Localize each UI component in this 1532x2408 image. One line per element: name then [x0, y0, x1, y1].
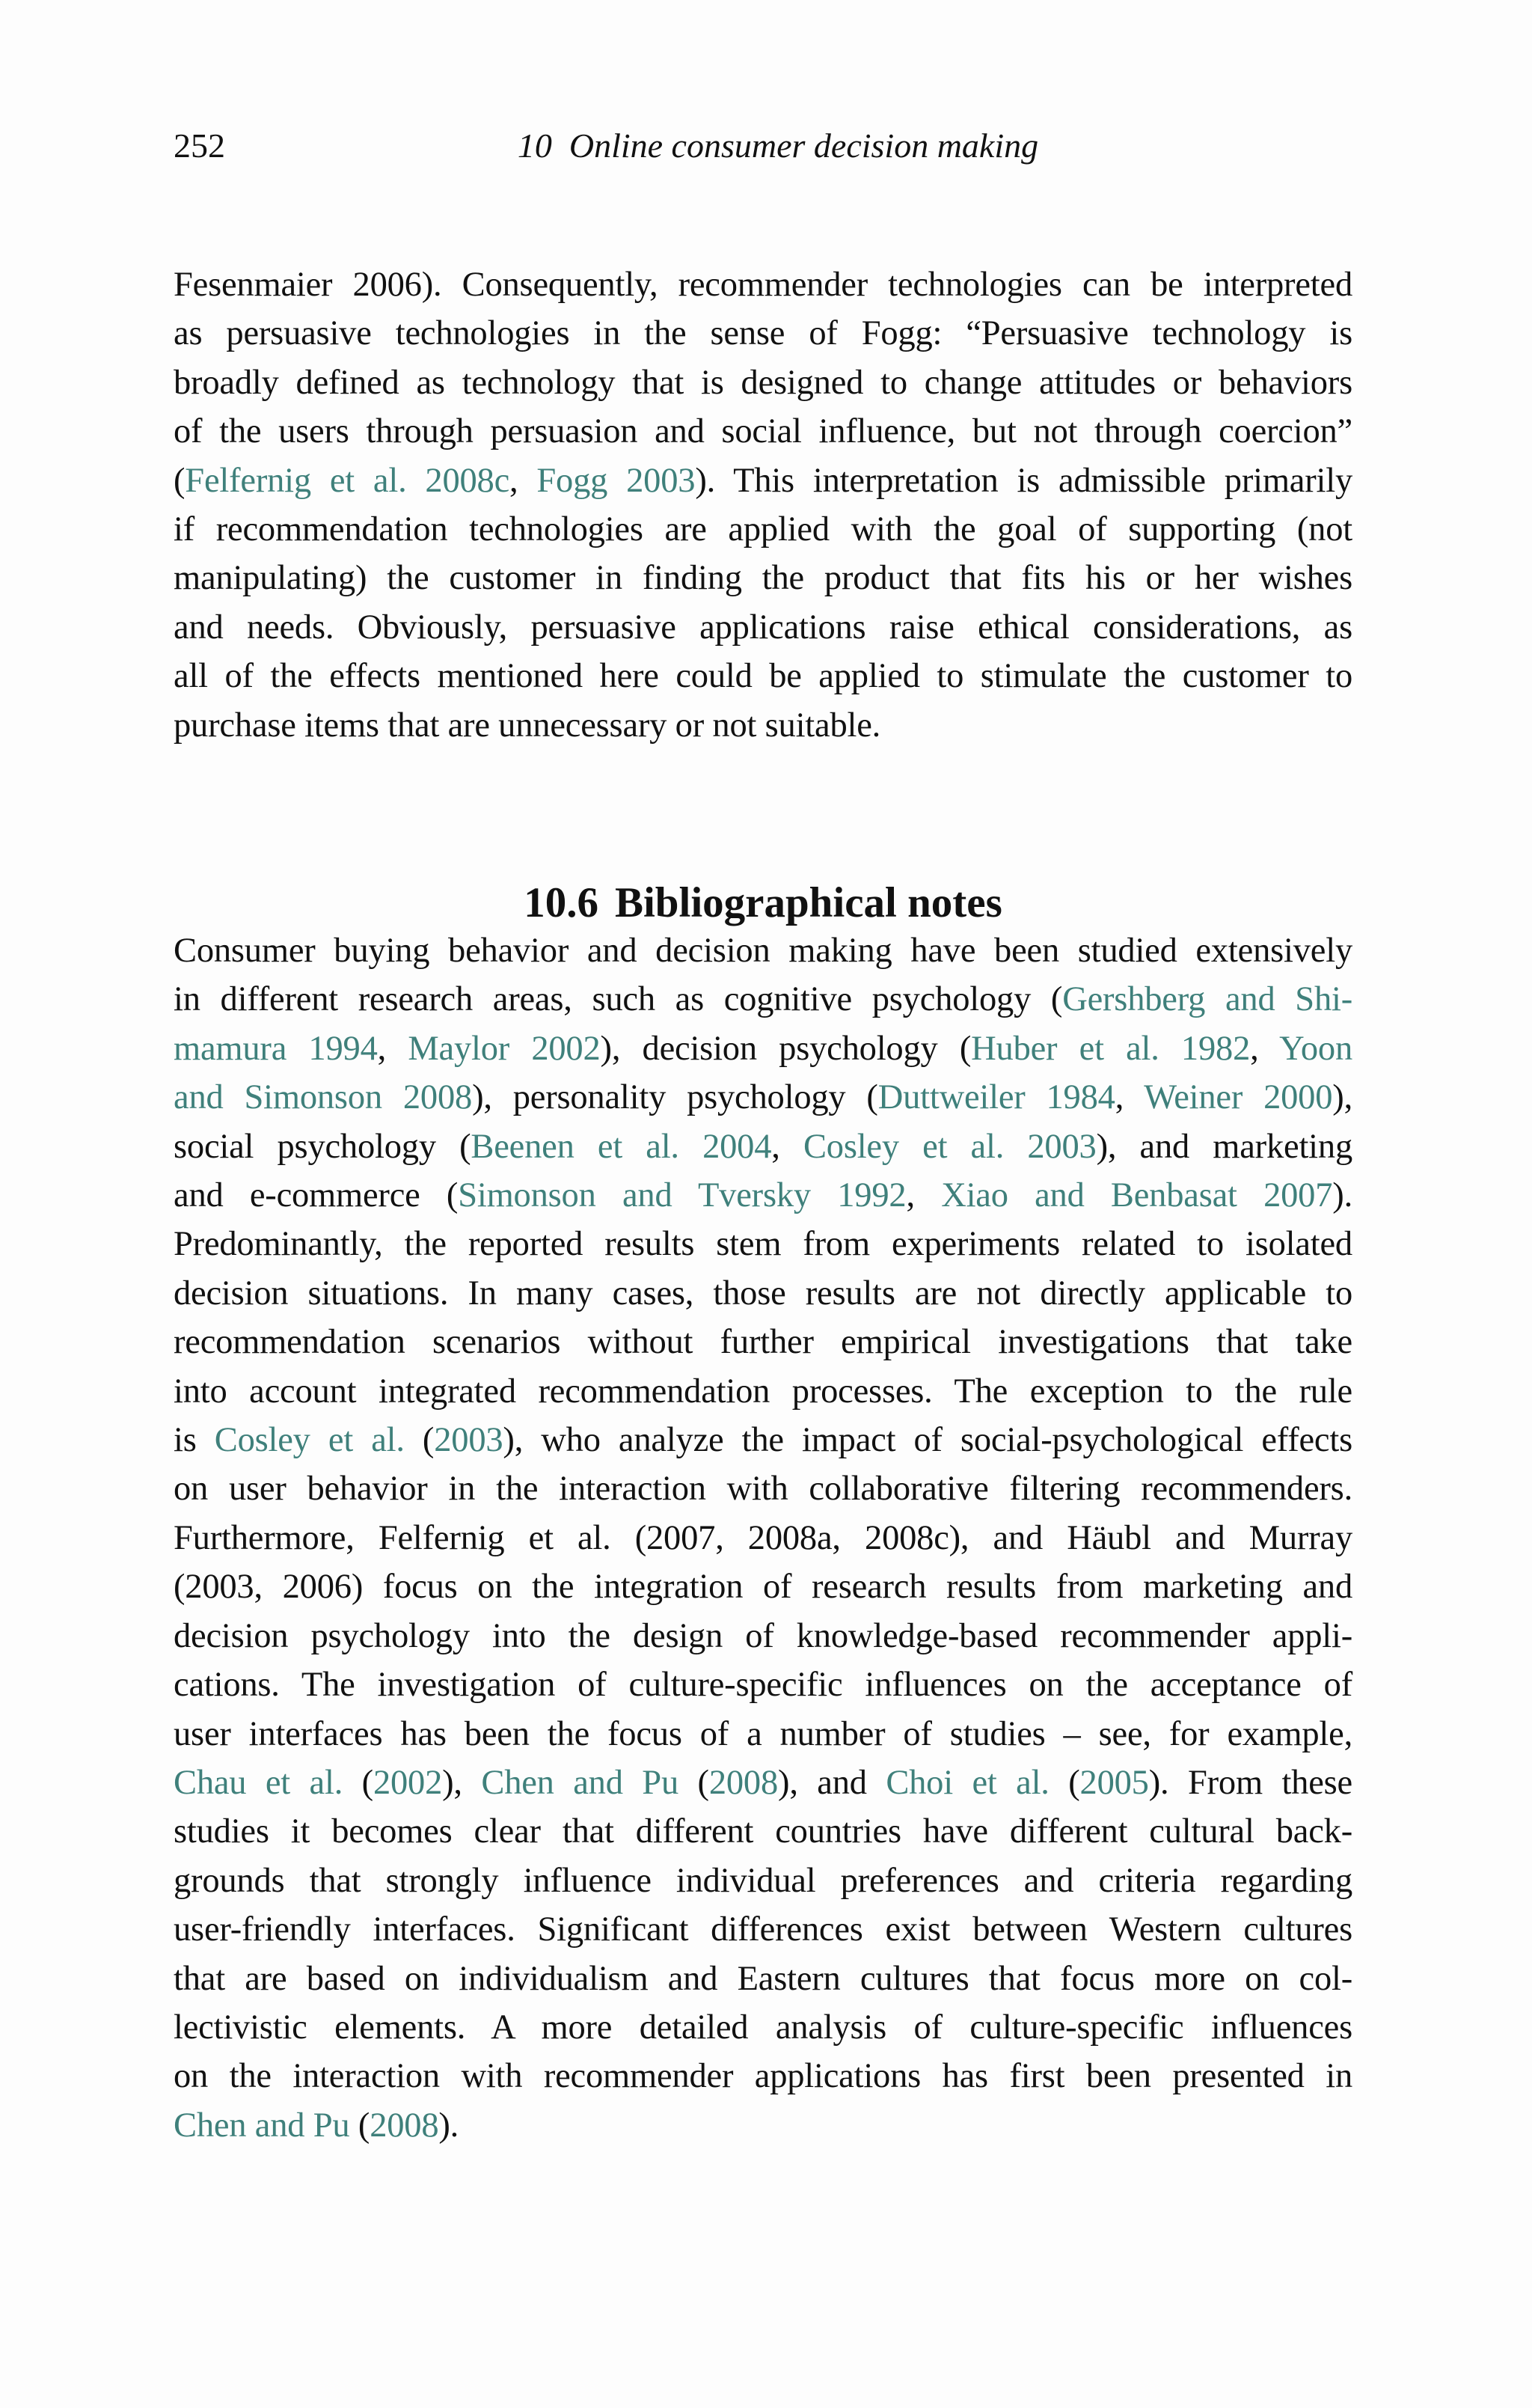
citation-link[interactable]: Maylor 2002 — [408, 1029, 601, 1068]
text-segment: social psychology ( — [174, 1127, 471, 1166]
text-line — [174, 1171, 1352, 1220]
text-line — [174, 1612, 1352, 1660]
text-segment: if recommendation technologies are applied with the goal of supporting (not — [174, 510, 1352, 549]
text-line — [174, 2003, 1352, 2052]
text-line — [174, 1660, 1352, 1709]
text-line — [174, 2101, 1352, 2150]
text-segment: ), personality psychology ( — [472, 1078, 878, 1117]
text-segment: on the interaction with recommender applications has first been presented in — [174, 2057, 1352, 2096]
text-line — [174, 554, 1352, 602]
text-segment: Fesenmaier 2006). Consequently, recommender technologies can be interpreted — [174, 266, 1352, 304]
text-line — [174, 358, 1352, 407]
text-segment: broadly defined as technology that is designed to change attitudes or behaviors — [174, 363, 1352, 402]
text-segment: ( — [1049, 1763, 1080, 1802]
section-heading — [174, 873, 1352, 933]
text-segment: ), — [442, 1763, 482, 1802]
citation-link[interactable]: 2002 — [373, 1763, 443, 1802]
text-segment: Furthermore, Felfernig et al. (2007, 2008a, 2008c), and Häubl and Murray — [174, 1518, 1352, 1557]
text-segment: , — [1250, 1029, 1280, 1068]
text-segment: ), and — [778, 1763, 886, 1802]
text-segment: that are based on individualism and Eastern cultures that focus more on col- — [174, 1959, 1352, 1998]
citation-link[interactable]: Chen and Pu — [174, 2106, 350, 2145]
citation-link[interactable]: 2008 — [370, 2106, 439, 2145]
citation-link[interactable]: Simonson and Tversky 1992 — [458, 1176, 907, 1215]
text-line — [174, 407, 1352, 456]
text-line — [174, 1220, 1352, 1268]
text-segment: , — [377, 1029, 408, 1068]
text-segment: ), who analyze the impact of social-psychological effects — [503, 1421, 1352, 1460]
text-line — [174, 1416, 1352, 1464]
text-line — [174, 260, 1352, 309]
text-segment: into account integrated recommendation processes. The exception to the rule — [174, 1372, 1352, 1411]
text-segment: lectivistic elements. A more detailed analysis of culture-specific influences — [174, 2008, 1352, 2047]
text-line — [174, 1024, 1352, 1073]
text-line — [174, 1857, 1352, 1905]
citation-link[interactable]: Chau et al. — [174, 1763, 343, 1802]
citation-link[interactable]: Chen and Pu — [481, 1763, 679, 1802]
running-title: 10 Online consumer decision making — [517, 126, 1039, 165]
text-segment: decision situations. In many cases, those results are not directly applicable to — [174, 1274, 1352, 1313]
text-segment: purchase items that are unnecessary or not suitable. — [174, 706, 881, 745]
text-segment: is — [174, 1421, 215, 1460]
page-number: 252 — [174, 126, 225, 165]
citation-link[interactable]: Cosley et al. 2003 — [803, 1127, 1097, 1166]
text-line — [174, 2052, 1352, 2100]
text-segment: ). This interpretation is admissible primarily — [695, 461, 1353, 500]
text-segment: studies it becomes clear that different countries have different cultural back- — [174, 1812, 1352, 1851]
citation-link[interactable]: 2008 — [708, 1763, 779, 1802]
text-segment: ). From these — [1148, 1763, 1352, 1802]
paragraph-bibliographical-notes — [174, 926, 1352, 2150]
text-line — [174, 1562, 1352, 1611]
text-segment: cations. The investigation of culture-specific influences on the acceptance of — [174, 1666, 1352, 1705]
text-segment: on user behavior in the interaction with collaborative filtering recommenders. — [174, 1470, 1352, 1509]
citation-link[interactable]: Cosley et al. — [214, 1421, 405, 1460]
text-line — [174, 505, 1352, 554]
text-segment: ). — [1332, 1176, 1353, 1215]
citation-link[interactable]: Choi et al. — [886, 1763, 1050, 1802]
text-segment: recommendation scenarios without further empirical investigations that take — [174, 1323, 1352, 1362]
text-line — [174, 603, 1352, 652]
text-line — [174, 1758, 1352, 1807]
text-segment: of the users through persuasion and social influence, but not through coercion” — [174, 412, 1352, 451]
section-number: 10.6 — [524, 879, 598, 927]
text-segment: , — [509, 461, 537, 500]
citation-link[interactable]: Felfernig et al. 2008c — [185, 461, 510, 500]
text-segment: in different research areas, such as cognitive psychology ( — [174, 980, 1063, 1019]
text-line — [174, 1955, 1352, 2003]
text-line — [174, 1464, 1352, 1513]
text-line — [174, 309, 1352, 358]
text-line — [174, 1367, 1352, 1416]
text-line — [174, 1122, 1352, 1171]
text-segment: ( — [678, 1763, 709, 1802]
citation-link[interactable]: 2005 — [1079, 1763, 1149, 1802]
text-segment: Consumer buying behavior and decision making have been studied extensively — [174, 932, 1352, 970]
text-segment: user interfaces has been the focus of a number of studies – see, for example, — [174, 1714, 1352, 1753]
section-title: Bibliographical notes — [614, 879, 1002, 927]
text-line — [174, 701, 1352, 750]
text-segment: all of the effects mentioned here could be applied to stimulate the customer to — [174, 657, 1352, 696]
text-segment: Predominantly, the reported results stem from experiments related to isolated — [174, 1225, 1352, 1264]
citation-link[interactable]: mamura 1994 — [174, 1029, 378, 1068]
text-segment: and e-commerce ( — [174, 1176, 459, 1215]
citation-link[interactable]: Xiao and Benbasat 2007 — [941, 1176, 1333, 1215]
text-segment: ( — [349, 2106, 370, 2145]
citation-link[interactable]: Gershberg and Shi- — [1062, 980, 1352, 1019]
text-segment: , — [1115, 1078, 1145, 1117]
text-line — [174, 926, 1352, 975]
text-line — [174, 975, 1352, 1024]
text-segment: user-friendly interfaces. Significant differences exist between Western cultures — [174, 1910, 1352, 1949]
text-segment: manipulating) the customer in finding the product that fits his or her wishes — [174, 559, 1352, 598]
citation-link[interactable]: Weiner 2000 — [1144, 1078, 1333, 1117]
citation-link[interactable]: Fogg 2003 — [536, 461, 696, 500]
page-header — [174, 120, 1352, 172]
text-line — [174, 1073, 1352, 1122]
citation-link[interactable]: Beenen et al. 2004 — [471, 1127, 772, 1166]
text-segment: ), — [1332, 1078, 1352, 1117]
text-line — [174, 1514, 1352, 1562]
text-segment: ). — [438, 2106, 459, 2145]
text-line — [174, 652, 1352, 700]
text-segment: , — [771, 1127, 803, 1166]
text-segment: and needs. Obviously, persuasive applications raise ethical considerations, as — [174, 608, 1352, 647]
text-segment: ( — [343, 1763, 373, 1802]
citation-link[interactable]: Duttweiler 1984 — [877, 1078, 1115, 1117]
text-line — [174, 1269, 1352, 1318]
citation-link[interactable]: Yoon — [1279, 1029, 1353, 1068]
text-line — [174, 1905, 1352, 1954]
citation-link[interactable]: and Simonson 2008 — [174, 1078, 473, 1117]
text-line — [174, 1807, 1352, 1856]
text-segment: ( — [174, 461, 186, 500]
citation-link[interactable]: 2003 — [434, 1421, 503, 1460]
text-line — [174, 1318, 1352, 1366]
text-segment: (2003, 2006) focus on the integration of research results from marketing and — [174, 1568, 1352, 1607]
text-segment: ), decision psychology ( — [600, 1029, 972, 1068]
text-segment: ( — [404, 1421, 435, 1460]
text-segment: grounds that strongly influence individual preferences and criteria regarding — [174, 1861, 1352, 1900]
citation-link[interactable]: Huber et al. 1982 — [971, 1029, 1251, 1068]
paragraph-persuasive-technology — [174, 260, 1352, 750]
text-line — [174, 456, 1352, 505]
text-segment: as persuasive technologies in the sense of Fogg: “Persuasive technology is — [174, 314, 1352, 353]
text-segment: ), and marketing — [1096, 1127, 1352, 1166]
text-segment: , — [906, 1176, 942, 1215]
text-segment: decision psychology into the design of knowledge-based recommender appli- — [174, 1616, 1352, 1655]
text-line — [174, 1710, 1352, 1758]
